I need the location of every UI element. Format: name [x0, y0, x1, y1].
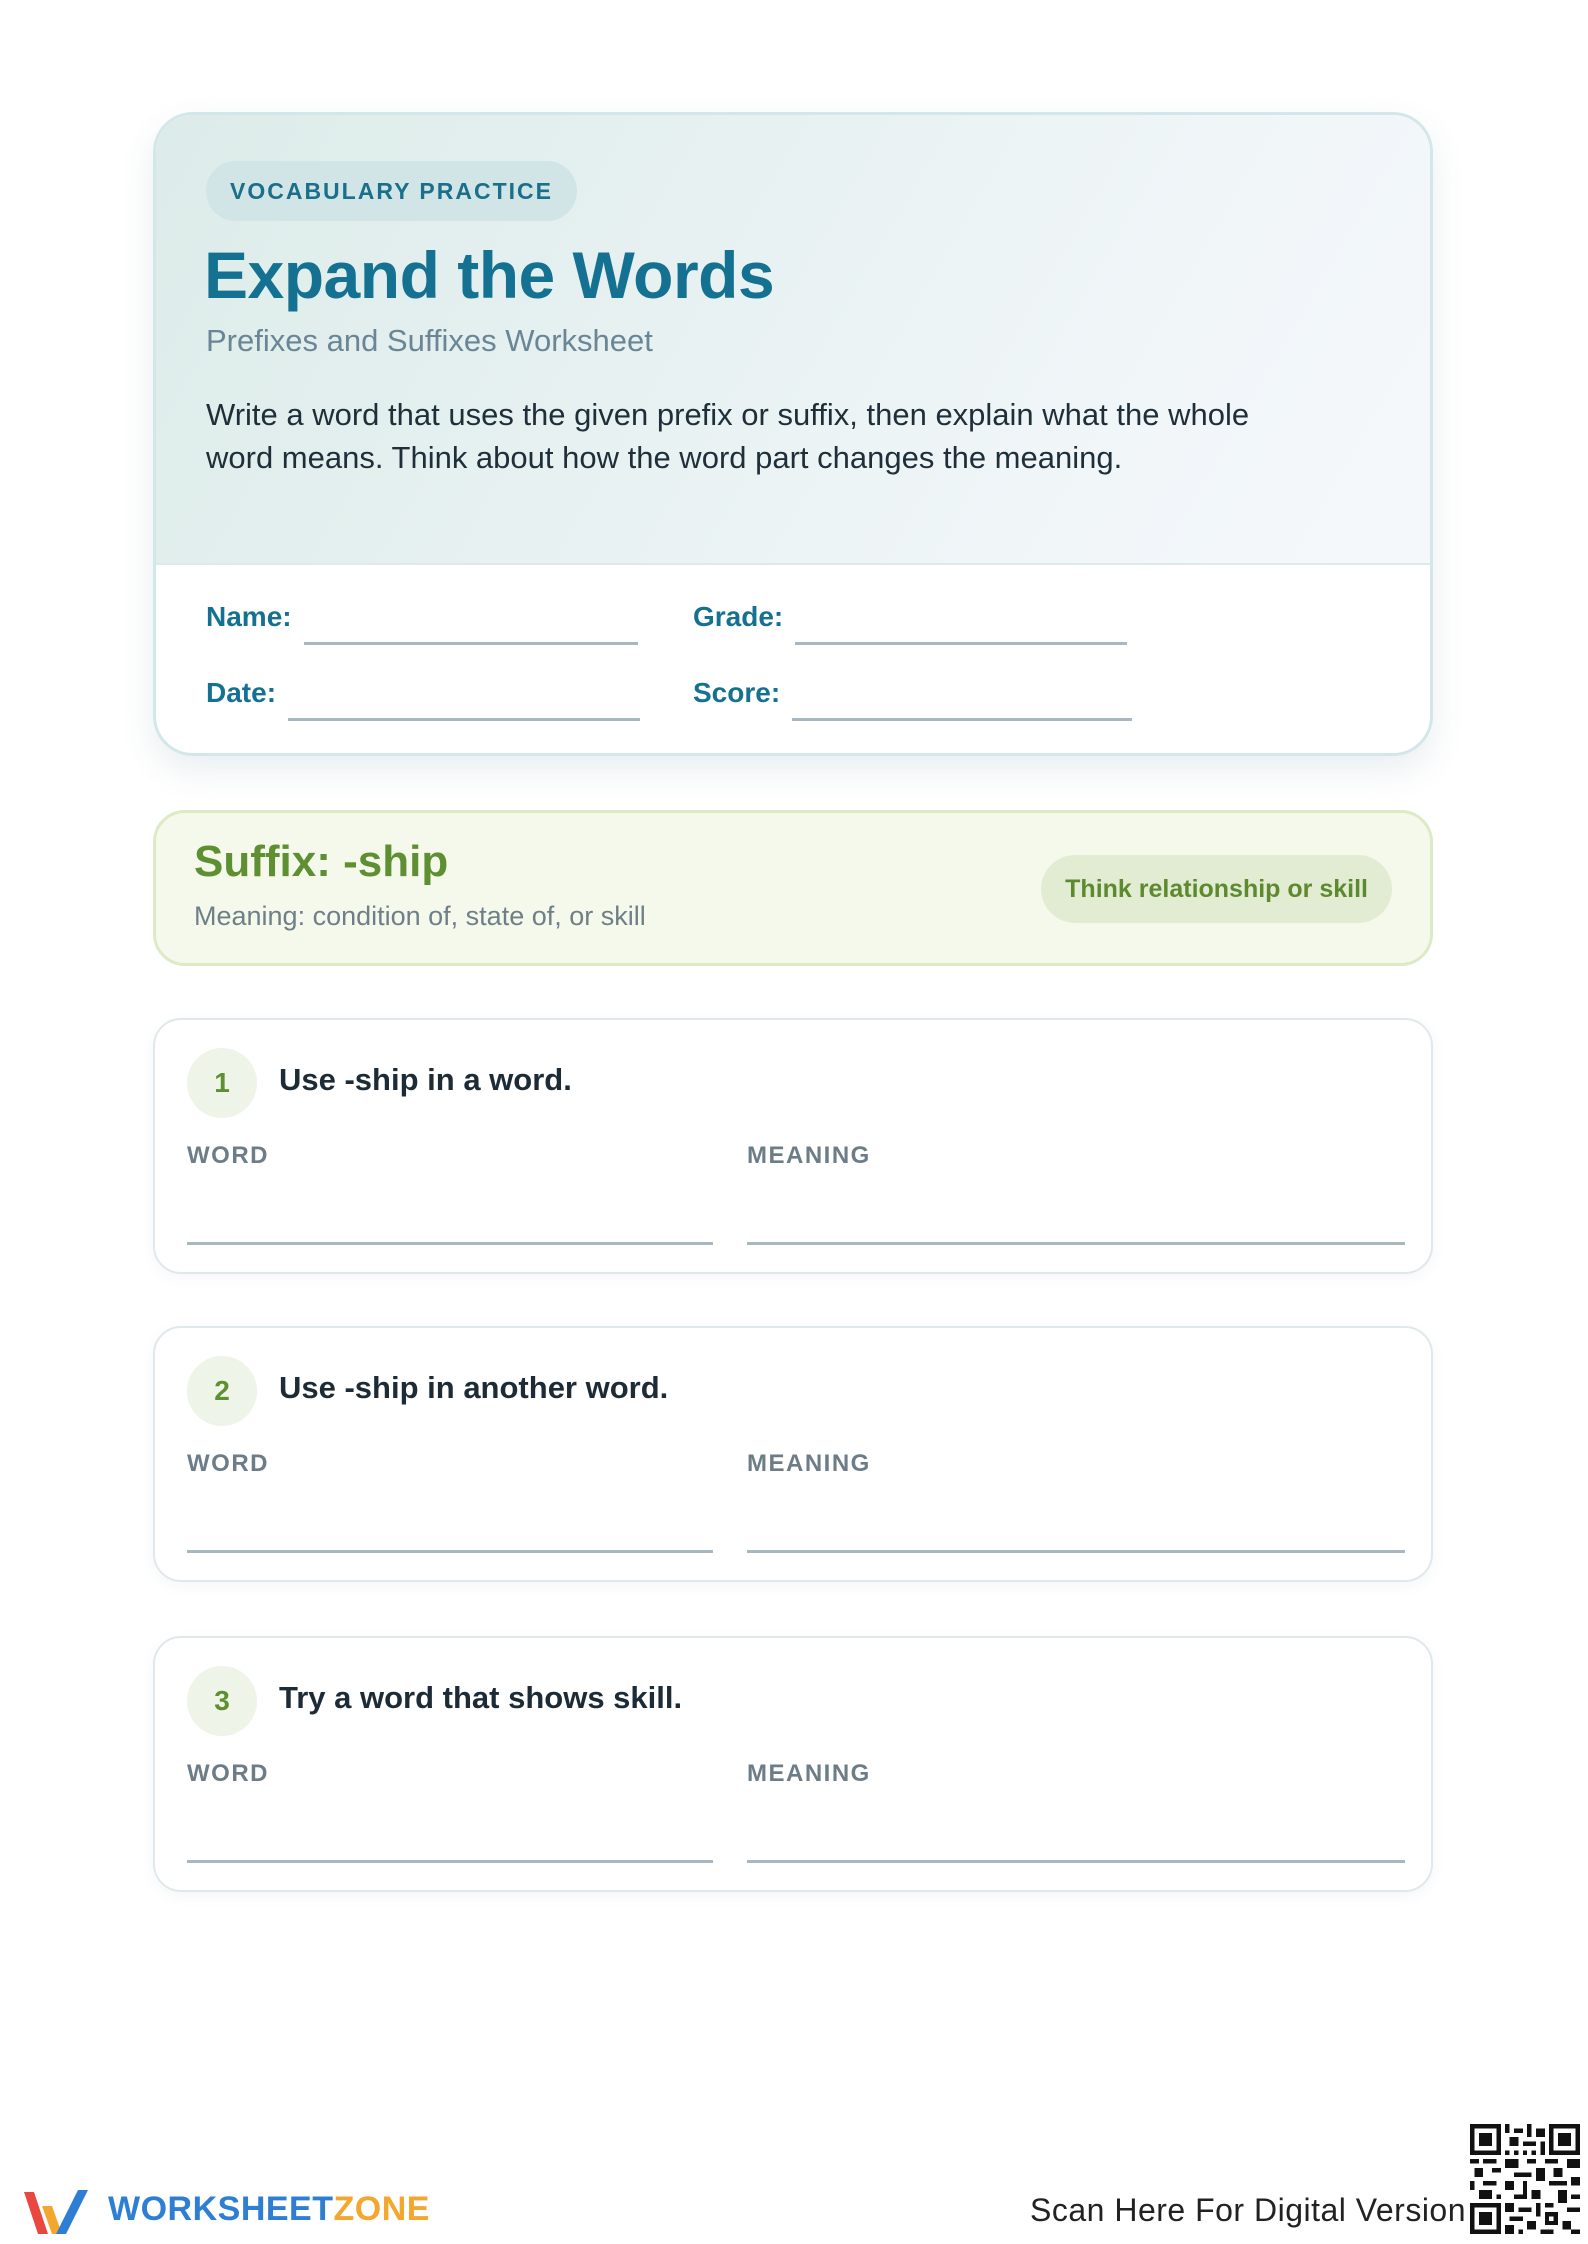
grade-input-line[interactable] [795, 642, 1127, 645]
date-field[interactable] [206, 677, 640, 709]
date-input-line[interactable] [288, 718, 640, 721]
prompt-pre: Use [279, 1370, 345, 1405]
score-label: Score: [693, 677, 781, 708]
grade-field[interactable] [693, 601, 1127, 633]
worksheet-header-card [153, 112, 1433, 756]
brand-part-1: WORKSHEET [108, 2190, 334, 2228]
word-label: WORD [187, 1142, 269, 1169]
suffix-hint-badge: Think relationship or skill [1041, 855, 1392, 923]
prompt-post: in another word. [418, 1370, 669, 1405]
instructions-text: Write a word that uses the given prefix or suffix, then explain what the whole word means. Think about how the word part changes the meaning. [206, 397, 1250, 475]
brand-name [108, 2190, 430, 2229]
page-subtitle: Prefixes and Suffixes Worksheet [206, 323, 653, 358]
qr-code-icon[interactable] [1470, 2124, 1580, 2234]
word-answer-line[interactable] [187, 1860, 713, 1863]
word-answer-line[interactable] [187, 1550, 713, 1553]
word-label: WORD [187, 1450, 269, 1477]
question-prompt [279, 1370, 668, 1406]
meaning-answer-line[interactable] [747, 1860, 1405, 1863]
meaning-label: MEANING [747, 1450, 871, 1477]
suffix-card [153, 810, 1433, 966]
question-card-2 [153, 1326, 1433, 1582]
question-prompt [279, 1680, 682, 1716]
page-title: Expand the Words [204, 238, 775, 312]
prompt-pre: Use [279, 1062, 345, 1097]
suffix-title: Suffix: -ship [194, 837, 449, 886]
grade-label: Grade: [693, 601, 784, 632]
header-banner [156, 115, 1430, 565]
prompt-word: -ship [344, 1062, 419, 1097]
question-number: 2 [187, 1356, 257, 1426]
prompt-word: -ship [344, 1370, 419, 1405]
word-label: WORD [187, 1760, 269, 1787]
question-card-1 [153, 1018, 1433, 1274]
name-label: Name: [206, 601, 292, 632]
meaning-label: MEANING [747, 1760, 871, 1787]
question-number: 1 [187, 1048, 257, 1118]
date-label: Date: [206, 677, 277, 708]
brand-part-2: ZONE [333, 2190, 430, 2228]
suffix-meaning: Meaning: condition of, state of, or skill [194, 901, 646, 931]
scan-text: Scan Here For Digital Version [1030, 2192, 1467, 2228]
prompt-pre: Try a word that shows skill. [279, 1680, 683, 1715]
score-field[interactable] [693, 677, 1132, 709]
name-input-line[interactable] [304, 642, 638, 645]
meaning-answer-line[interactable] [747, 1550, 1405, 1553]
question-card-3 [153, 1636, 1433, 1892]
question-prompt [279, 1062, 572, 1098]
question-number: 3 [187, 1666, 257, 1736]
category-badge: VOCABULARY PRACTICE [206, 161, 577, 221]
prompt-post: in a word. [418, 1062, 572, 1097]
word-answer-line[interactable] [187, 1242, 713, 1245]
worksheetzone-logo-icon [20, 2184, 92, 2240]
meaning-label: MEANING [747, 1142, 871, 1169]
name-field[interactable] [206, 601, 638, 633]
meaning-answer-line[interactable] [747, 1242, 1405, 1245]
score-input-line[interactable] [792, 718, 1132, 721]
